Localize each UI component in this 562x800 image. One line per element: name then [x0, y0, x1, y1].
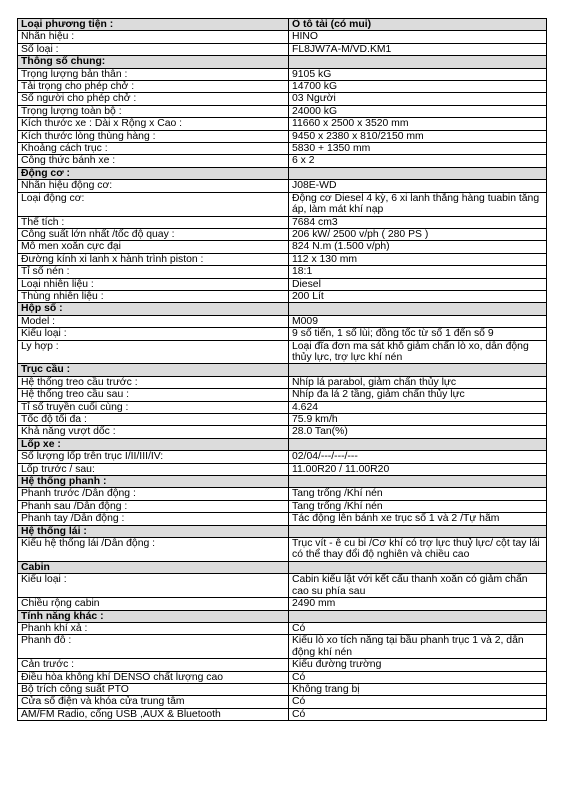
section-title: Tính năng khác :: [18, 610, 289, 622]
section-header-row: [18, 525, 547, 537]
spec-value: Trục vít - ê cu bi /Cơ khí có trợ lực thuỷ lực/ cột tay lái có thể thay đổi độ nghiên và chiều cao: [289, 538, 547, 562]
section-value: [289, 438, 547, 450]
spec-value: Động cơ Diesel 4 kỳ, 6 xi lanh thẳng hàng tuabin tăng áp, làm mát khí nạp: [289, 192, 547, 216]
spec-value: 2490 mm: [289, 598, 547, 610]
spec-row: [18, 290, 547, 302]
spec-value: Kiểu lò xo tích năng tại bầu phanh trục 1 và 2, dẫn động khí nén: [289, 635, 547, 659]
spec-label: Tốc độ tối đa :: [18, 414, 289, 426]
spec-value: 5830 + 1350 mm: [289, 143, 547, 155]
spec-value: Tang trống /Khí nén: [289, 488, 547, 500]
section-title: Hộp số :: [18, 303, 289, 315]
spec-row: [18, 622, 547, 634]
spec-row: [18, 105, 547, 117]
spec-label: Cản trước :: [18, 659, 289, 671]
spec-value: Có: [289, 671, 547, 683]
spec-label: Cửa số điện và khóa cửa trung tâm: [18, 696, 289, 708]
section-value: [289, 561, 547, 573]
spec-row: [18, 401, 547, 413]
spec-label: Kiểu loại :: [18, 328, 289, 340]
spec-label: Số người cho phép chở :: [18, 93, 289, 105]
spec-value: 14700 kG: [289, 81, 547, 93]
spec-value: 11660 x 2500 x 3520 mm: [289, 118, 547, 130]
spec-value: 200 Lít: [289, 290, 547, 302]
spec-row: [18, 143, 547, 155]
spec-label: Lốp trước / sau:: [18, 463, 289, 475]
spec-value: Tang trống /Khí nén: [289, 500, 547, 512]
spec-label: Nhãn hiệu động cơ:: [18, 180, 289, 192]
spec-value: Cabin kiểu lật với kết cấu thanh xoắn có giảm chấn cao su phía sau: [289, 574, 547, 598]
spec-value: Không trang bị: [289, 683, 547, 695]
spec-value: 206 kW/ 2500 v/ph ( 280 PS ): [289, 228, 547, 240]
section-header-row: [18, 364, 547, 376]
spec-table: [17, 18, 547, 721]
spec-row: [18, 671, 547, 683]
spec-value: 112 x 130 mm: [289, 253, 547, 265]
spec-row: [18, 696, 547, 708]
spec-label: Điều hòa không khí DENSO chất lượng cao: [18, 671, 289, 683]
spec-value: 9450 x 2380 x 810/2150 mm: [289, 130, 547, 142]
section-value: [289, 167, 547, 179]
section-title: Hệ thống lái :: [18, 525, 289, 537]
section-header-row: [18, 19, 547, 31]
section-title: Lốp xe :: [18, 438, 289, 450]
spec-label: Số lượng lốp trên trục I/II/III/IV:: [18, 451, 289, 463]
spec-row: [18, 43, 547, 55]
spec-row: [18, 180, 547, 192]
spec-value: J08E-WD: [289, 180, 547, 192]
section-value: [289, 525, 547, 537]
spec-value: HINO: [289, 31, 547, 43]
spec-label: Phanh tay /Dẫn động :: [18, 513, 289, 525]
section-title: Cabin: [18, 561, 289, 573]
spec-value: Có: [289, 708, 547, 720]
spec-row: [18, 155, 547, 167]
spec-label: Loại động cơ:: [18, 192, 289, 216]
spec-value: 9 số tiến, 1 số lùi; đồng tốc từ số 1 đến số 9: [289, 328, 547, 340]
spec-row: [18, 463, 547, 475]
spec-value: Có: [289, 696, 547, 708]
spec-label: Model :: [18, 315, 289, 327]
spec-table-body: [18, 19, 547, 721]
spec-value: M009: [289, 315, 547, 327]
spec-row: [18, 68, 547, 80]
spec-label: Khả năng vượt dốc :: [18, 426, 289, 438]
section-header-row: [18, 438, 547, 450]
section-value: [289, 610, 547, 622]
section-title: Thông số chung:: [18, 56, 289, 68]
section-title: Trục cầu :: [18, 364, 289, 376]
section-header-row: [18, 610, 547, 622]
section-header-row: [18, 303, 547, 315]
spec-row: [18, 81, 547, 93]
spec-row: [18, 31, 547, 43]
spec-value: Kiểu đường trường: [289, 659, 547, 671]
spec-label: AM/FM Radio, cổng USB ,AUX & Bluetooth: [18, 708, 289, 720]
spec-row: [18, 426, 547, 438]
spec-value: 7684 cm3: [289, 216, 547, 228]
spec-row: [18, 708, 547, 720]
section-value: [289, 364, 547, 376]
spec-row: [18, 389, 547, 401]
spec-label: Phanh khí xả :: [18, 622, 289, 634]
spec-label: Thùng nhiên liệu :: [18, 290, 289, 302]
spec-label: Nhãn hiệu :: [18, 31, 289, 43]
spec-label: Tải trọng cho phép chở :: [18, 81, 289, 93]
spec-value: Nhíp đa lá 2 tầng, giảm chấn thủy lực: [289, 389, 547, 401]
spec-label: Số loại :: [18, 43, 289, 55]
spec-row: [18, 118, 547, 130]
spec-label: Trọng lượng bản thân :: [18, 68, 289, 80]
spec-label: Tỉ số truyền cuối cùng :: [18, 401, 289, 413]
spec-label: Phanh sau /Dẫn động :: [18, 500, 289, 512]
spec-row: [18, 340, 547, 364]
spec-row: [18, 328, 547, 340]
spec-row: [18, 488, 547, 500]
spec-value: Loại đĩa đơn ma sát khô giảm chấn lò xo, dẫn động thủy lực, trợ lực khí nén: [289, 340, 547, 364]
spec-label: Hệ thống treo cầu sau :: [18, 389, 289, 401]
spec-label: Loại nhiên liệu :: [18, 278, 289, 290]
spec-row: [18, 513, 547, 525]
spec-label: Thể tích :: [18, 216, 289, 228]
spec-row: [18, 253, 547, 265]
spec-row: [18, 500, 547, 512]
spec-row: [18, 278, 547, 290]
spec-row: [18, 414, 547, 426]
spec-value: 11.00R20 / 11.00R20: [289, 463, 547, 475]
spec-label: Kiểu loại :: [18, 574, 289, 598]
section-value: [289, 56, 547, 68]
section-title: Hệ thống phanh :: [18, 476, 289, 488]
spec-value: 4.624: [289, 401, 547, 413]
spec-label: Công suất lớn nhất /tốc độ quay :: [18, 228, 289, 240]
spec-value: 24000 kG: [289, 105, 547, 117]
spec-row: [18, 635, 547, 659]
section-header-row: [18, 167, 547, 179]
spec-value: 9105 kG: [289, 68, 547, 80]
spec-label: Chiều rộng cabin: [18, 598, 289, 610]
spec-row: [18, 659, 547, 671]
spec-label: Kích thước xe : Dài x Rộng x Cao :: [18, 118, 289, 130]
section-title: Loại phương tiện :: [18, 19, 289, 31]
section-header-row: [18, 561, 547, 573]
spec-label: Bộ trích công suất PTO: [18, 683, 289, 695]
spec-label: Tỉ số nén :: [18, 266, 289, 278]
spec-row: [18, 598, 547, 610]
spec-value: 02/04/---/---/---: [289, 451, 547, 463]
spec-row: [18, 241, 547, 253]
spec-value: FL8JW7A-M/VD.KM1: [289, 43, 547, 55]
section-value: [289, 476, 547, 488]
spec-row: [18, 683, 547, 695]
spec-row: [18, 192, 547, 216]
spec-value: Có: [289, 622, 547, 634]
spec-label: Trọng lượng toàn bộ :: [18, 105, 289, 117]
spec-row: [18, 216, 547, 228]
spec-label: Mô men xoắn cực đại: [18, 241, 289, 253]
spec-row: [18, 451, 547, 463]
spec-row: [18, 538, 547, 562]
spec-row: [18, 574, 547, 598]
section-header-row: [18, 476, 547, 488]
spec-label: Đường kính xi lanh x hành trình piston :: [18, 253, 289, 265]
spec-label: Kích thước lòng thùng hàng :: [18, 130, 289, 142]
spec-label: Kiểu hệ thống lái /Dẫn động :: [18, 538, 289, 562]
spec-value: Tác động lên bánh xe trục số 1 và 2 /Tự hãm: [289, 513, 547, 525]
spec-label: Phanh trước /Dẫn động :: [18, 488, 289, 500]
spec-label: Khoảng cách trục :: [18, 143, 289, 155]
section-header-row: [18, 56, 547, 68]
spec-value: 824 N.m (1.500 v/ph): [289, 241, 547, 253]
spec-value: Nhíp lá parabol, giảm chấn thủy lực: [289, 376, 547, 388]
spec-value: 03 Người: [289, 93, 547, 105]
spec-row: [18, 93, 547, 105]
section-value: [289, 303, 547, 315]
spec-value: Diesel: [289, 278, 547, 290]
spec-label: Công thức bánh xe :: [18, 155, 289, 167]
spec-row: [18, 315, 547, 327]
spec-label: Hệ thống treo cầu trước :: [18, 376, 289, 388]
spec-value: 75.9 km/h: [289, 414, 547, 426]
spec-row: [18, 266, 547, 278]
spec-row: [18, 228, 547, 240]
section-title: Động cơ :: [18, 167, 289, 179]
spec-row: [18, 130, 547, 142]
section-value: Ô tô tải (có mui): [289, 19, 547, 31]
spec-value: 6 x 2: [289, 155, 547, 167]
spec-row: [18, 376, 547, 388]
spec-value: 18:1: [289, 266, 547, 278]
spec-value: 28.0 Tan(%): [289, 426, 547, 438]
spec-label: Ly hợp :: [18, 340, 289, 364]
spec-label: Phanh đỗ :: [18, 635, 289, 659]
